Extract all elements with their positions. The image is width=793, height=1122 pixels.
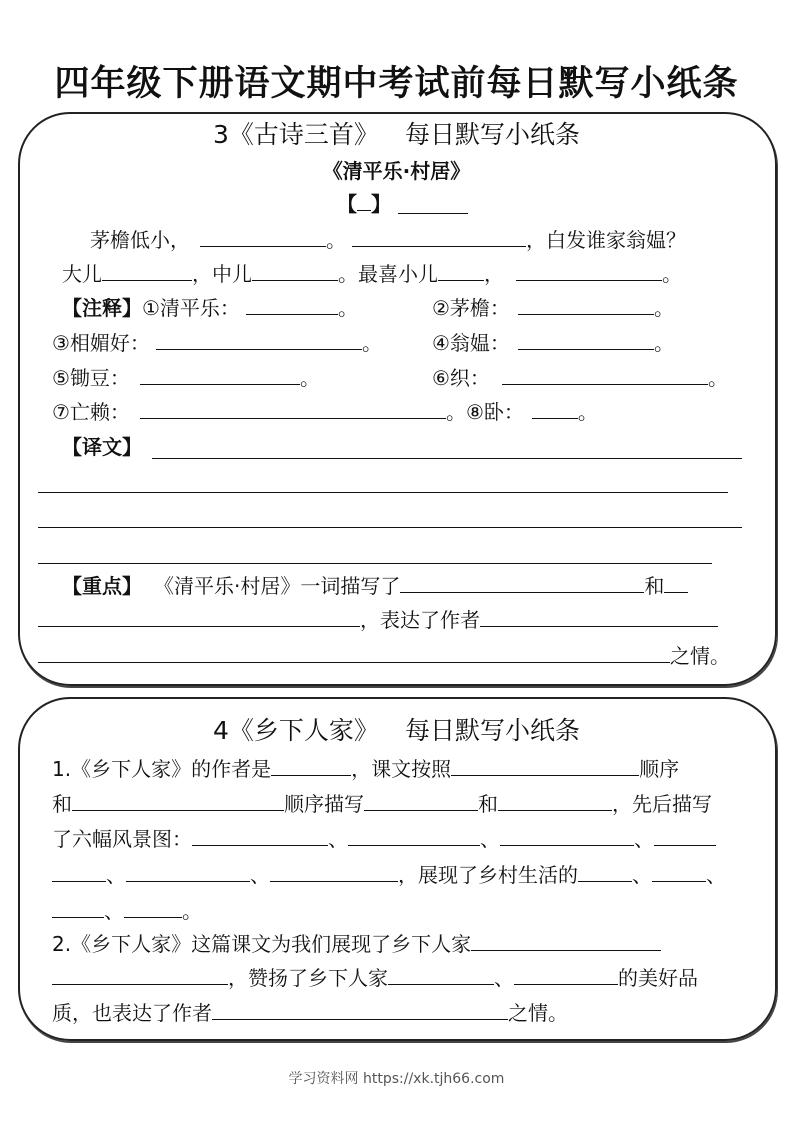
q2-text-e: 之情。 xyxy=(508,1001,568,1025)
note-7-label: ⑦亡赖： xyxy=(52,400,130,424)
note-6-end: 。 xyxy=(707,366,728,390)
note-8-end: 。 xyxy=(577,400,598,424)
poem-blank-1[interactable] xyxy=(200,224,326,247)
card1-heading xyxy=(0,118,793,152)
q1-text-f: 和 xyxy=(478,792,498,816)
q2-line-1 xyxy=(52,928,661,959)
note-2-end: 。 xyxy=(653,296,674,320)
scene-blank-2[interactable] xyxy=(348,823,480,846)
q1-sep-1: 、 xyxy=(328,827,348,851)
q1-text-g: ，先后描写 xyxy=(612,792,712,816)
note-3-end: 。 xyxy=(361,331,382,355)
note-row-1-left xyxy=(62,292,358,323)
page-title: 四年级下册语文期中考试前每日默写小纸条 xyxy=(54,64,739,104)
card2-heading xyxy=(0,714,793,748)
note-3-blank[interactable] xyxy=(156,327,362,350)
note-5-blank[interactable] xyxy=(140,362,300,385)
q1-line-3 xyxy=(52,823,716,854)
q1-text-c: 顺序 xyxy=(639,757,680,781)
translation-label: 【译文】 xyxy=(62,435,142,459)
key-point-line-3 xyxy=(38,640,730,671)
q1-describe-blank-2[interactable] xyxy=(498,788,612,811)
q2-text-d: 质，也表达了作者 xyxy=(52,1001,212,1025)
key-and: 和 xyxy=(644,574,665,598)
q1-sep-7: 、 xyxy=(706,863,726,887)
q1-describe-blank-1[interactable] xyxy=(364,788,478,811)
q2-text-b: ，赞扬了乡下人家 xyxy=(228,966,388,990)
key-blank-5[interactable] xyxy=(38,640,670,663)
key-blank-2[interactable] xyxy=(664,570,688,593)
note-6-label: ⑥织： xyxy=(432,366,490,390)
card1-heading-suffix: 每日默写小纸条 xyxy=(404,120,580,149)
note-3-label: ③相媚好： xyxy=(52,331,150,355)
note-8-blank[interactable] xyxy=(532,396,578,419)
translation-line-1[interactable] xyxy=(152,458,742,459)
q1-text-e: 顺序描写 xyxy=(284,792,364,816)
note-row-2-right xyxy=(432,327,674,358)
q1-text-a: 1.《乡下人家》的作者是 xyxy=(52,757,272,781)
note-7-end: 。 xyxy=(445,400,466,424)
q1-text-i: ，展现了乡村生活的 xyxy=(398,863,578,887)
q1-line-2 xyxy=(52,788,712,819)
life-blank-3[interactable] xyxy=(52,895,104,918)
note-2-label: ②茅檐： xyxy=(432,296,510,320)
q1-sep-2: 、 xyxy=(480,827,500,851)
key-blank-3[interactable] xyxy=(38,604,360,627)
note-7-blank[interactable] xyxy=(140,396,446,419)
q2-quality-blank-1[interactable] xyxy=(388,962,494,985)
poem-blank-2[interactable] xyxy=(352,224,526,247)
q1-line-4 xyxy=(52,859,726,890)
note-1-label: ①清平乐： xyxy=(142,296,240,320)
q2-feeling-blank[interactable] xyxy=(212,997,508,1020)
key-label: 【重点】 xyxy=(62,574,142,598)
q1-sep-4: 、 xyxy=(106,863,126,887)
card2-heading-lesson: 4《乡下人家》 xyxy=(213,716,379,745)
note-row-4 xyxy=(52,396,598,427)
poem-line1-text1: 茅檐低小， xyxy=(90,228,190,252)
q1-sep-3: 、 xyxy=(634,827,654,851)
q1-text-b: ，课文按照 xyxy=(351,757,452,781)
poem-blank-6[interactable] xyxy=(516,258,662,281)
notes-label: 【注释】 xyxy=(62,296,142,320)
note-8-label: ⑧卧： xyxy=(465,400,524,424)
scene-blank-4[interactable] xyxy=(654,823,716,846)
dynasty-blank[interactable] xyxy=(357,188,371,211)
poem-line1-text3: ，白发谁家翁媪？ xyxy=(526,228,686,252)
life-blank-2[interactable] xyxy=(652,859,706,882)
note-row-3-left xyxy=(52,362,320,393)
q1-sep-6: 、 xyxy=(632,863,652,887)
author-blank[interactable] xyxy=(398,213,468,214)
q2-text-a: 2.《乡下人家》这篇课文为我们展现了乡下人家 xyxy=(52,932,472,956)
poem-blank-3[interactable] xyxy=(102,258,192,281)
poem-blank-4[interactable] xyxy=(252,258,338,281)
note-4-end: 。 xyxy=(653,331,674,355)
bracket-close: 】 xyxy=(371,192,391,216)
note-4-blank[interactable] xyxy=(518,327,654,350)
poem-line2-text5: 。 xyxy=(662,262,682,286)
scene-blank-6[interactable] xyxy=(270,859,398,882)
card2-heading-suffix: 每日默写小纸条 xyxy=(404,716,580,745)
poem-line2-text3: 。最喜小儿 xyxy=(338,262,438,286)
poem-title: 《清平乐·村居》 xyxy=(322,159,471,183)
q2-quality-blank-2[interactable] xyxy=(514,962,618,985)
key-text-2: ，表达了作者 xyxy=(360,608,480,632)
q1-text-h: 了六幅风景图： xyxy=(52,827,192,851)
poem-line-2 xyxy=(62,258,682,289)
note-5-end: 。 xyxy=(299,366,320,390)
poem-blank-5[interactable] xyxy=(438,258,484,281)
q2-text-c: 的美好品 xyxy=(618,966,698,990)
note-5-label: ⑤锄豆： xyxy=(52,366,130,390)
note-2-blank[interactable] xyxy=(518,292,654,315)
key-text-1: 《清平乐·村居》一词描写了 xyxy=(154,574,401,598)
life-blank-4[interactable] xyxy=(124,895,182,918)
note-row-1-right xyxy=(432,292,674,323)
key-blank-1[interactable] xyxy=(400,570,644,593)
poem-line2-text4: ， xyxy=(484,262,504,286)
translation-line-4[interactable] xyxy=(38,563,712,564)
poem-line2-text2: ，中儿 xyxy=(192,262,252,286)
q1-line-5 xyxy=(52,895,202,926)
q1-sep-5: 、 xyxy=(250,863,270,887)
scene-blank-5[interactable] xyxy=(126,859,250,882)
q1-text-d: 和 xyxy=(52,792,72,816)
footer-watermark: 学习资料网 https://xk.tjh66.com xyxy=(288,1071,505,1087)
translation-line-3[interactable] xyxy=(38,527,742,528)
note-1-end: 。 xyxy=(337,296,358,320)
q2-blank-2[interactable] xyxy=(52,962,228,985)
life-blank-1[interactable] xyxy=(578,859,632,882)
bracket-open: 【 xyxy=(337,192,357,216)
scene-blank-4b[interactable] xyxy=(52,859,106,882)
key-end: 之情。 xyxy=(670,644,730,668)
poem-line-1 xyxy=(90,224,686,255)
poem-line2-text1: 大儿 xyxy=(62,262,102,286)
q1-line-1 xyxy=(52,753,679,784)
translation-line-2[interactable] xyxy=(38,492,728,493)
author-bracket xyxy=(337,188,391,219)
card1-heading-lesson: 3《古诗三首》 xyxy=(213,120,379,149)
q2-line-3 xyxy=(52,997,568,1028)
scene-blank-3[interactable] xyxy=(500,823,634,846)
poem-line1-text2: 。 xyxy=(326,228,346,252)
q2-sep: 、 xyxy=(494,966,514,990)
q2-line-2 xyxy=(52,962,698,993)
note-1-blank[interactable] xyxy=(246,292,338,315)
q1-sep-8: 、 xyxy=(104,899,124,923)
q2-blank-1[interactable] xyxy=(471,928,661,951)
scene-blank-1[interactable] xyxy=(192,823,328,846)
key-point-line-1 xyxy=(62,570,688,601)
key-point-line-2 xyxy=(38,604,718,635)
q1-order-blank-1[interactable] xyxy=(451,753,639,776)
note-row-3-right xyxy=(432,362,728,393)
note-row-2-left xyxy=(52,327,382,358)
note-4-label: ④翁媪： xyxy=(432,331,510,355)
q1-author-blank[interactable] xyxy=(271,753,351,776)
q1-order-blank-2[interactable] xyxy=(72,788,284,811)
key-blank-4[interactable] xyxy=(480,604,718,627)
note-6-blank[interactable] xyxy=(502,362,708,385)
q1-end: 。 xyxy=(182,899,202,923)
